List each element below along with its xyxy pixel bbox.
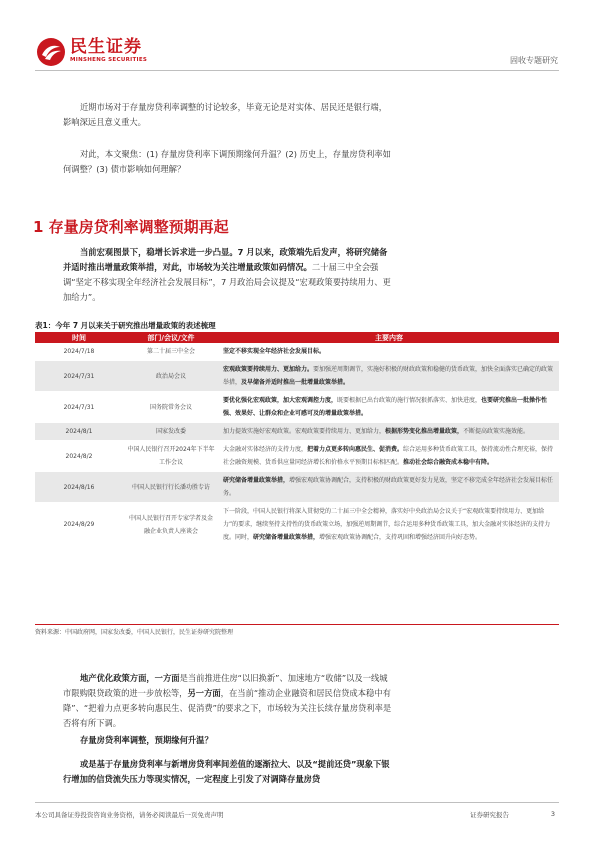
footer-report-label: 证券研究报告 xyxy=(470,811,509,819)
minsheng-logo-icon xyxy=(35,36,67,68)
row-date: 2024/8/16 xyxy=(35,472,123,503)
policy-table xyxy=(35,332,559,547)
row-org: 国务院常务会议 xyxy=(123,392,219,423)
row-date: 2024/7/18 xyxy=(35,343,123,361)
brand-name-en: MINSHENG SECURITIES xyxy=(70,57,148,63)
table-header-row xyxy=(35,332,559,343)
header-divider xyxy=(35,70,559,71)
table-title: 表1：今年 7 月以来关于研究推出增量政策的表述梳理 xyxy=(35,321,216,330)
row-content-segment: 坚定不移实现全年经济社会发展目标。 xyxy=(223,348,326,355)
row-org: 国家发改委 xyxy=(123,423,219,441)
section-paragraph-1 xyxy=(63,245,393,305)
row-content xyxy=(219,472,559,503)
row-org: 中国人民银行行长潘功胜专访 xyxy=(123,472,219,503)
page-header xyxy=(0,0,595,72)
table-bottom-rule xyxy=(35,624,559,625)
row-content xyxy=(219,361,559,392)
body-paragraph-2-bold: 存量房贷利率调整，预期缘何升温？ xyxy=(80,735,213,745)
body-paragraph-3-bold: 或是基于存量房贷利率与新增房贷利率间差值的逐渐拉大、以及“提前还贷”现象下银行增加的信贷流失压力等现实情况，一定程度上引发了对调降存量房贷 xyxy=(63,759,390,784)
table-header-org: 部门/会议/文件 xyxy=(123,332,219,343)
body-paragraph-1 xyxy=(63,671,393,731)
row-content-segment: 增强宏观政策协调配合，支持巩固和增强经济回升向好态势。 xyxy=(319,534,482,541)
row-date: 2024/7/31 xyxy=(35,392,123,423)
row-content xyxy=(219,343,559,361)
body-paragraph-1-text-1: 是当前推进住房“以旧换新”、加速地方“收储”以及一线城市限购限贷政策的进一步放松等， xyxy=(63,673,388,698)
row-content-segment: 综合运用多种货币政策工具，保持流动性合理充裕，保持社会融资规模、货币供应量同经济增长和价格水平预期目标相匹配。 xyxy=(223,446,554,466)
row-date: 2024/8/1 xyxy=(35,423,123,441)
row-content-segment: 大金融对实体经济的支持力度， xyxy=(223,446,308,453)
table-source: 资料来源：中国政府网，国家发改委，中国人民银行，民生证券研究院整理 xyxy=(35,629,234,636)
row-org: 政治局会议 xyxy=(123,361,219,392)
table-row xyxy=(35,392,559,423)
section-paragraph-1-bold: 当前宏观图景下，稳增长诉求进一步凸显。7 月以来，政策端先后发声，将研究储备并适时推出增量政策举措，对此，市场较为关注增量政策如码情况。 xyxy=(63,247,388,272)
body-paragraph-2 xyxy=(63,733,393,748)
row-date: 2024/8/29 xyxy=(35,503,123,547)
page-number: 3 xyxy=(550,810,555,818)
table-row xyxy=(35,343,559,361)
table-header-content: 主要内容 xyxy=(219,332,559,343)
row-content-segment: 研究储备增量政策举措， xyxy=(253,534,320,541)
footer-disclaimer: 本公司具备证券投资咨询业务资格，请务必阅读最后一页免责声明 xyxy=(35,811,224,819)
section-title: 1 存量房贷利率调整预期再起 xyxy=(33,218,229,236)
intro-paragraph-2: 对此，本文聚焦：(1) 存量房贷利率下调预期缘何升温？(2) 历史上，存量房贷利率如何调整？(3) 债市影响如何理解？ xyxy=(63,149,391,174)
row-org: 中国人民银行召开专家学者及金融企业负责人座谈会 xyxy=(123,503,219,547)
row-content-segment: 也要研究推出一批操作性强、效果好、让群众和企业可感可及的增量政策举措。 xyxy=(223,397,548,417)
row-content xyxy=(219,423,559,441)
table-row xyxy=(35,503,559,547)
row-content xyxy=(219,503,559,547)
row-content-segment: 要优化强化宏观政策，加大宏观调控力度， xyxy=(223,397,338,404)
body-paragraph-1-bold-2: 另一方面 xyxy=(187,688,221,698)
row-content-segment: 研究储备增量政策举措， xyxy=(223,477,290,484)
table-row xyxy=(35,423,559,441)
row-content-segment: 及早储备并适时推出一批增量政策举措。 xyxy=(241,379,350,386)
row-content-segment: 不断提高政策实施效能。 xyxy=(463,428,530,435)
row-content-segment: 要加强逆周期调节，实施好积极的财政政策和稳健的货币政策，加快全面落实已确定的政策举措， xyxy=(223,366,554,386)
table-header-date: 时间 xyxy=(35,332,123,343)
body-paragraph-1-bold-1: 地产优化政策方面，一方面 xyxy=(80,673,180,683)
row-content-segment: 把着力点更多转向惠民生、促消费。 xyxy=(307,446,404,453)
footer-divider xyxy=(35,802,559,803)
section-paragraph-1-text: 二十届三中全会强调“坚定不移实现全年经济社会发展目标”，7 月政治局会议提及“宏观政策要持续用力、更加给力”。 xyxy=(63,262,391,302)
table-row xyxy=(35,472,559,503)
row-content xyxy=(219,441,559,472)
row-org: 中国人民银行召开2024年下半年工作会议 xyxy=(123,441,219,472)
row-content-segment: 根据形势变化推出增量政策， xyxy=(385,428,464,435)
body-paragraph-1-text-2: ，在当前“推动企业融资和居民信贷成本稳中有降”、“把着力点更多转向惠民生、促消费”的要求之下，市场较为关注长续存量房贷利率是否将有所下调。 xyxy=(63,688,392,728)
row-date: 2024/7/31 xyxy=(35,361,123,392)
body-paragraph-3 xyxy=(63,757,393,787)
row-content xyxy=(219,392,559,423)
intro-paragraph-1: 近期市场对于存量房贷利率调整的讨论较多，毕竟无论是对实体、居民还是银行端，影响深远且意义重大。 xyxy=(63,102,387,127)
row-content-segment: 推动社会综合融资成本稳中有降。 xyxy=(403,459,494,466)
row-content-segment: 既要根据已出台政策的施行情况狠抓落实、加快进度， xyxy=(337,397,482,404)
row-content-segment: 加力提效实施好宏观政策。宏观政策要持续用力、更加给力， xyxy=(223,428,386,435)
report-type: 固收专题研究 xyxy=(510,56,558,65)
row-content-segment: 增强宏观政策协调配合，支持积极的财政政策更好发力见效，坚定不移完成全年经济社会发展目标任务。 xyxy=(223,477,554,497)
row-date: 2024/8/2 xyxy=(35,441,123,472)
table-row xyxy=(35,361,559,392)
row-content-segment: 下一阶段，中国人民银行将深入贯彻党的二十届三中全会精神，落实好中央政治局会议关于“宏观政策要持续用力、更加给力”的要求，继续坚持支持性的货币政策立场，加强逆周期调节，综合运用多种货币政策工具，加大金融对实体经济的支持力度。同时， xyxy=(223,508,551,541)
brand-name-cn: 民生证券 xyxy=(70,37,142,57)
row-content-segment: 宏观政策要持续用力、更加给力。 xyxy=(223,366,314,373)
table-row xyxy=(35,441,559,472)
row-org: 第二十届三中全会 xyxy=(123,343,219,361)
